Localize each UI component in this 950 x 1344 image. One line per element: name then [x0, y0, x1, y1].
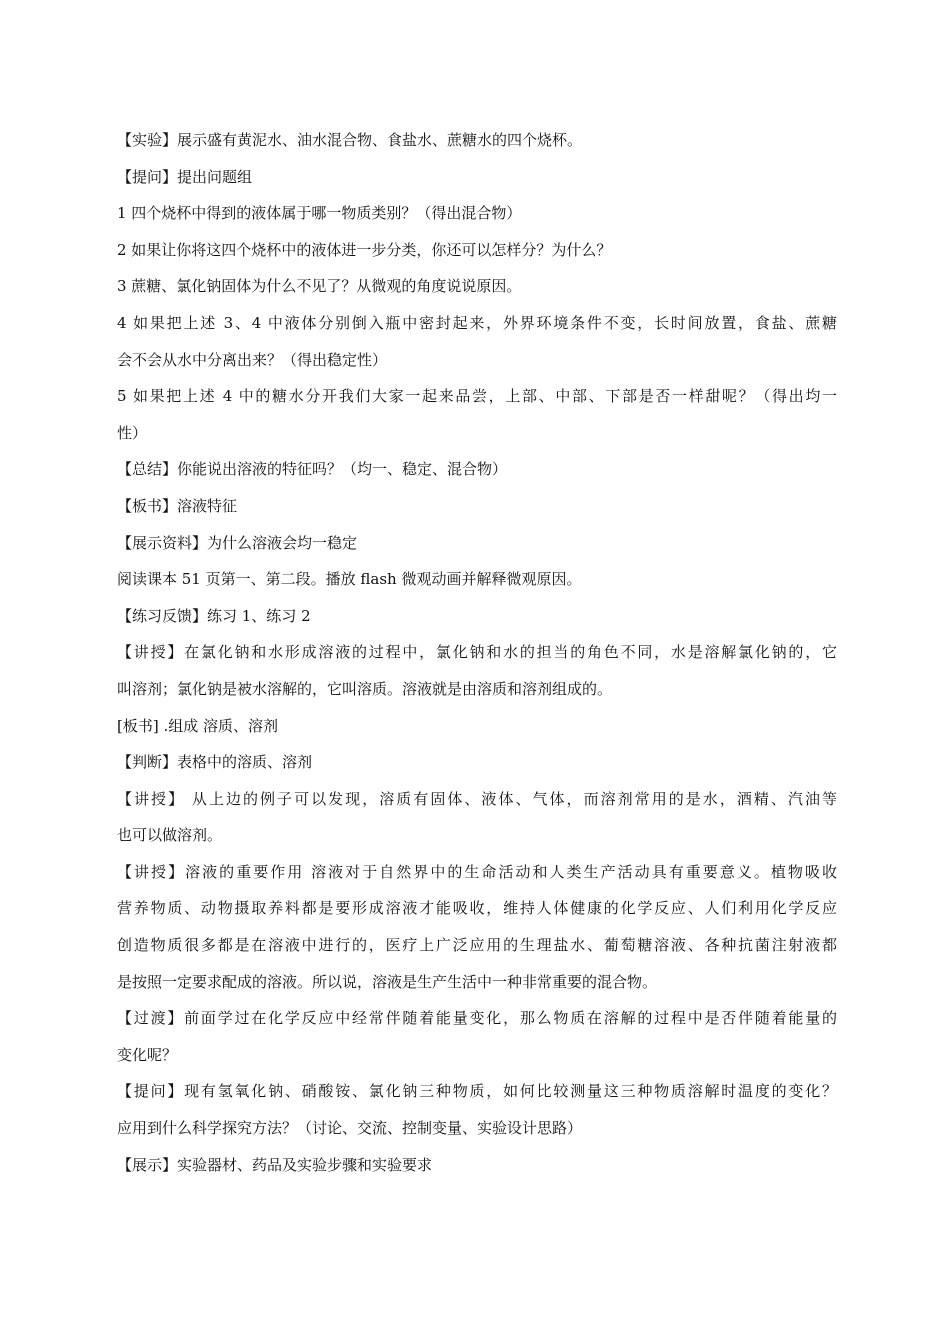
lecture-2-line-1: 【讲授】 从上边的例子可以发现，溶质有固体、液体、气体，而溶剂常用的是水，酒精、汽油等 [117, 789, 837, 808]
transition-line-2: 变化呢？ [117, 1045, 178, 1064]
question-final-line-2: 应用到什么科学探究方法？（讨论、交流、控制变量、实验设计思路） [117, 1119, 583, 1138]
lecture-3-line-2: 营养物质、动物摄取养料都是要形成溶液才能吸收，维持人体健康的化学反应、人们利用化学反应 [117, 899, 837, 918]
question-5-line-1: 5 如果把上述 4 中的糖水分开我们大家一起来品尝，上部、中部、下部是否一样甜呢？（得出均一 [117, 387, 837, 406]
document-body [117, 122, 837, 1183]
question-1: 1 四个烧杯中得到的液体属于哪一物质类别？（得出混合物） [117, 204, 522, 223]
reading-paragraph: 阅读课本 51 页第一、第二段。播放 flash 微观动画并解释微观原因。 [117, 570, 582, 589]
question-4-line-2: 会不会从水中分离出来？（得出稳定性） [117, 350, 388, 369]
materials-paragraph: 【展示资料】为什么溶液会均一稳定 [117, 533, 358, 552]
board-note-features: 【板书】溶液特征 [117, 496, 238, 515]
question-3: 3 蔗糖、氯化钠固体为什么不见了？从微观的角度说说原因。 [117, 277, 522, 296]
lecture-3-line-4: 是按照一定要求配成的溶液。所以说，溶液是生产生活中一种非常重要的混合物。 [117, 972, 658, 991]
summary-paragraph: 【总结】你能说出溶液的特征吗？（均一、稳定、混合物） [117, 460, 508, 479]
experiment-paragraph: 【实验】展示盛有黄泥水、油水混合物、食盐水、蔗糖水的四个烧杯。 [117, 131, 583, 149]
question-2: 2 如果让你将这四个烧杯中的液体进一步分类，你还可以怎样分？为什么？ [117, 240, 612, 259]
lecture-1-line-2: 叫溶剂；氯化钠是被水溶解的，它叫溶质。溶液就是由溶质和溶剂组成的。 [117, 679, 613, 698]
judgment-paragraph: 【判断】表格中的溶质、溶剂 [117, 753, 313, 772]
display-paragraph: 【展示】实验器材、药品及实验步骤和实验要求 [117, 1155, 433, 1174]
question-5-line-2: 性） [117, 423, 148, 442]
question-4-line-1: 4 如果把上述 3、4 中液体分别倒入瓶中密封起来，外界环境条件不变，长时间放置，食盐、蔗糖 [117, 313, 837, 332]
lecture-2-line-2: 也可以做溶剂。 [117, 826, 223, 845]
lecture-3-line-3: 创造物质很多都是在溶液中进行的，医疗上广泛应用的生理盐水、葡萄糖溶液、各种抗菌注射液都 [117, 936, 837, 955]
question-final-line-1: 【提问】现有氢氧化钠、硝酸铵、氯化钠三种物质，如何比较测量这三种物质溶解时温度的变化？ [117, 1082, 837, 1101]
transition-line-1: 【过渡】前面学过在化学反应中经常伴随着能量变化，那么物质在溶解的过程中是否伴随着能量的 [117, 1009, 837, 1028]
lecture-3-line-1: 【讲授】溶液的重要作用 溶液对于自然界中的生命活动和人类生产活动具有重要意义。植物吸收 [117, 862, 837, 881]
question-heading: 【提问】提出问题组 [117, 167, 253, 186]
board-note-composition: [板书] .组成 溶质、溶剂 [117, 716, 279, 735]
practice-paragraph: 【练习反馈】练习 1、练习 2 [117, 606, 311, 625]
lecture-1-line-1: 【讲授】在氯化钠和水形成溶液的过程中，氯化钠和水的担当的角色不同，水是溶解氯化钠的，它 [117, 643, 837, 662]
